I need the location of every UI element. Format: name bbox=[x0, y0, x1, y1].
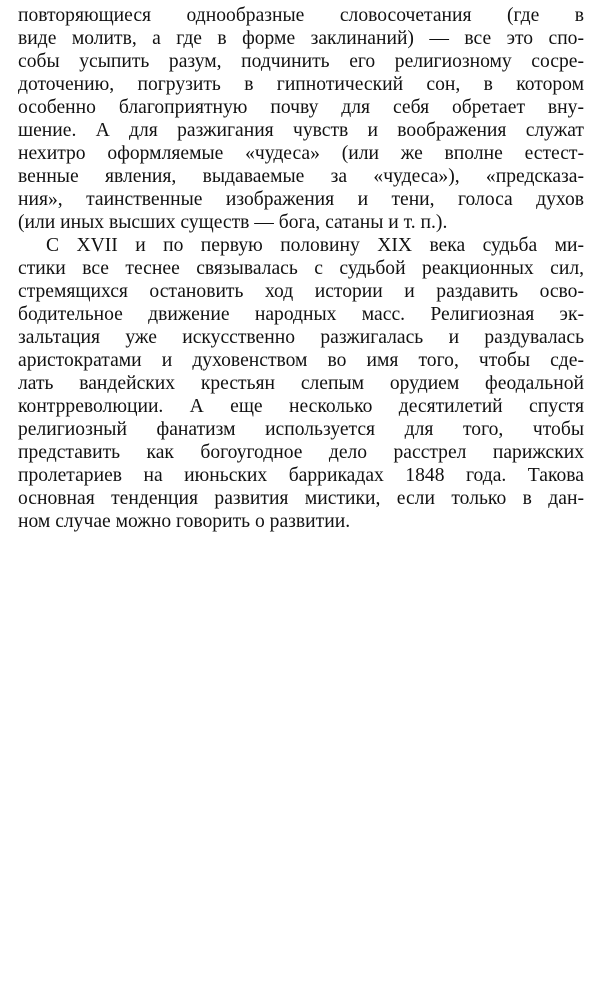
document-page bbox=[18, 4, 584, 533]
text-line: религиозный фанатизм используется для того, чтобы bbox=[18, 419, 584, 440]
text-line: стремящихся остановить ход истории и раздавить осво- bbox=[18, 281, 584, 302]
text-line: ния», таинственные изображения и тени, голоса духов bbox=[18, 189, 584, 210]
text-line: пролетариев на июньских баррикадах 1848 года. Такова bbox=[18, 465, 584, 486]
text-line: повторяющиеся однообразные словосочетания (где в bbox=[18, 5, 584, 26]
text-line: (или иных высших существ — бога, сатаны и т. п.). bbox=[18, 212, 448, 233]
text-line: представить как богоугодное дело расстрел парижских bbox=[18, 442, 584, 463]
text-line: зальтация уже искусственно разжигалась и раздувалась bbox=[18, 327, 584, 348]
text-line: С XVII и по первую половину XIX века судьба ми- bbox=[46, 235, 584, 256]
text-line: виде молитв, а где в форме заклинаний) — все это спо- bbox=[18, 28, 584, 49]
text-line: контрреволюции. А еще несколько десятилетий спустя bbox=[18, 396, 584, 417]
text-line: основная тенденция развития мистики, если только в дан- bbox=[18, 488, 584, 509]
text-line: особенно благоприятную почву для себя обретает вну- bbox=[18, 97, 584, 118]
paragraph bbox=[18, 4, 584, 234]
text-line: собы усыпить разум, подчинить его религиозному сосре- bbox=[18, 51, 584, 72]
text-line: стики все теснее связывалась с судьбой реакционных сил, bbox=[18, 258, 584, 279]
text-line: доточению, погрузить в гипнотический сон, в котором bbox=[18, 74, 584, 95]
text-line: шение. А для разжигания чувств и воображения служат bbox=[18, 120, 584, 141]
text-line: лать вандейских крестьян слепым орудием феодальной bbox=[18, 373, 584, 394]
text-line: аристократами и духовенством во имя того, чтобы сде- bbox=[18, 350, 584, 371]
text-line: венные явления, выдаваемые за «чудеса»), «предсказа- bbox=[18, 166, 584, 187]
text-line: нехитро оформляемые «чудеса» (или же вполне естест- bbox=[18, 143, 584, 164]
paragraph bbox=[18, 234, 584, 533]
text-line: ном случае можно говорить о развитии. bbox=[18, 511, 351, 532]
text-line: бодительное движение народных масс. Религиозная эк- bbox=[18, 304, 584, 325]
